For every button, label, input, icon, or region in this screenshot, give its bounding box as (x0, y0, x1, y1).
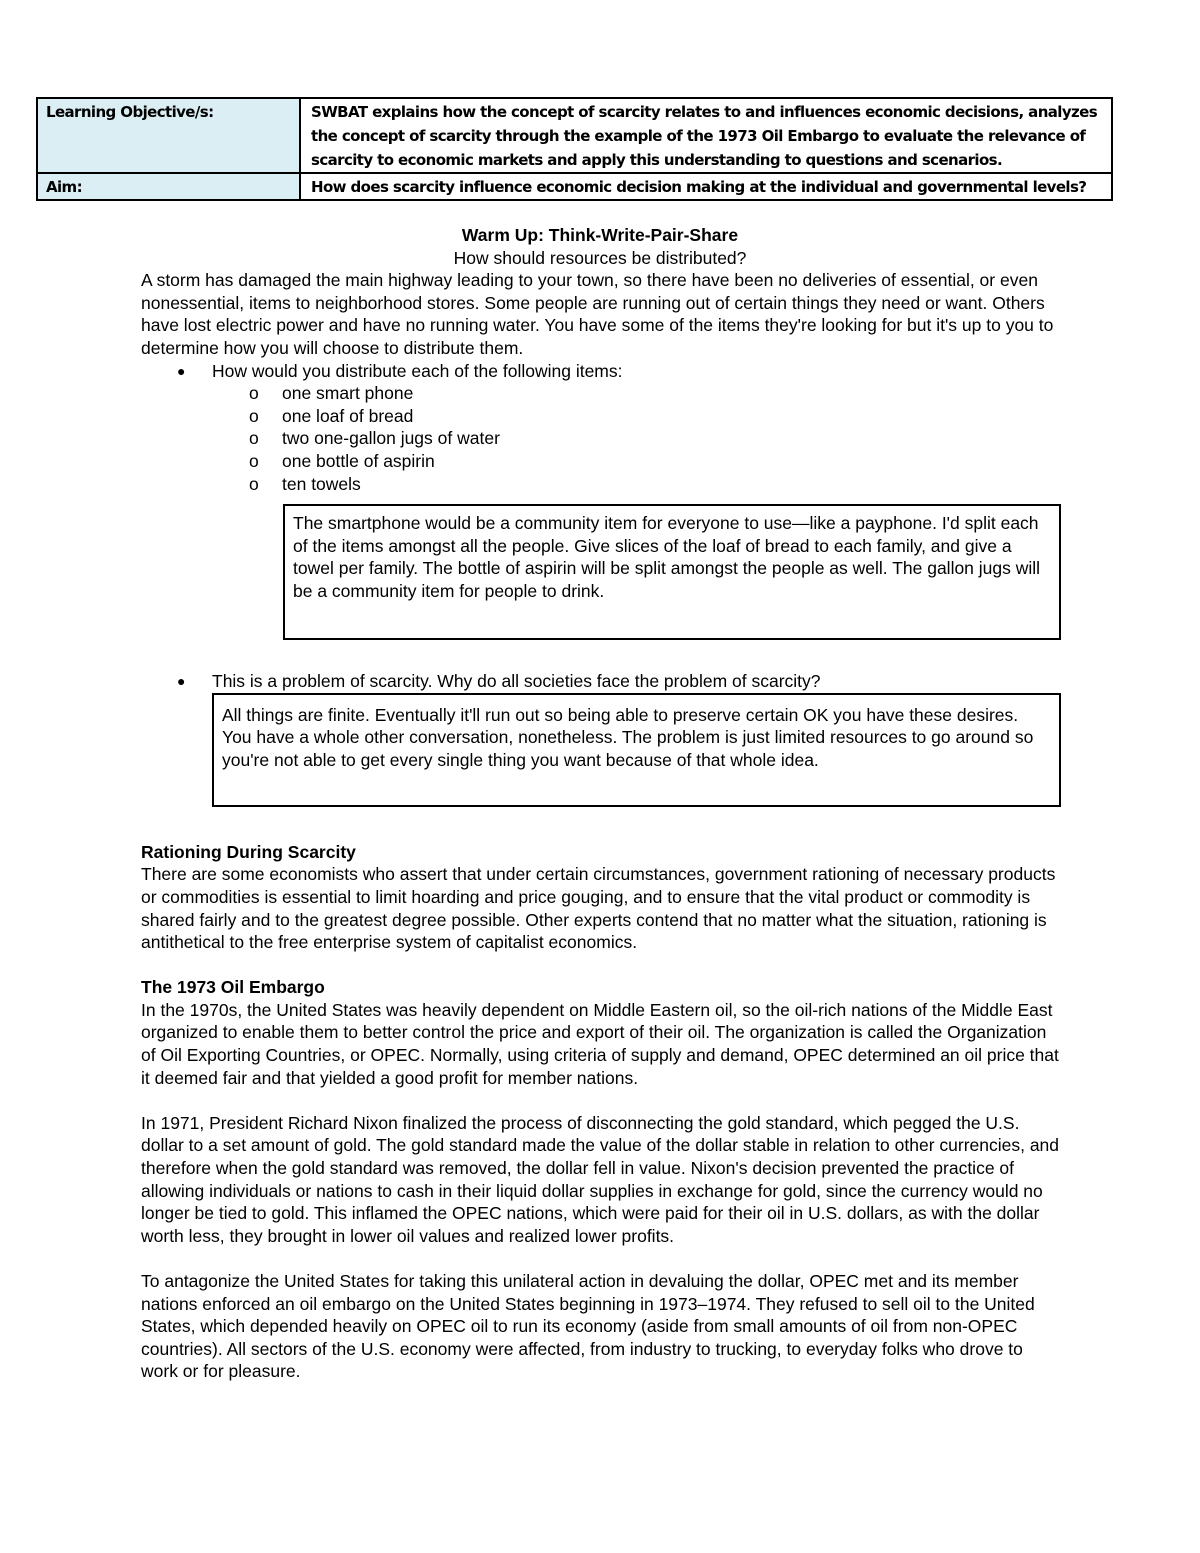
answer-1-text: The smartphone would be a community item for everyone to use—like a payphone. I'd split each of the items amongst all the people. Give slices of the loaf of bread to each family, and give a towel per family. The bottle of aspirin will be split amongst the people as well. The gallon jugs will be a community item for people to drink. (293, 513, 1041, 601)
list-item (141, 382, 1061, 405)
embargo-paragraph-1: In the 1970s, the United States was heavily dependent on Middle Eastern oil, so the oil-rich nations of the Middle East organized to enable them to better control the price and export of their oil. The organization is called the Organization of Oil Exporting Countries, or OPEC. Normally, using criteria of supply and demand, OPEC determined an oil price that it deemed fair and that yielded a good profit for member nations. (141, 999, 1059, 1088)
objective-text: SWBAT explains how the concept of scarcity relates to and influences economic decisions, analyzes the concept of scarcity through the example of the 1973 Oil Embargo to evaluate the relevance of scarcity to economic markets and apply this understanding to questions and scenarios. (311, 103, 1098, 169)
items-list (141, 382, 1061, 495)
list-item-text: two one-gallon jugs of water (282, 428, 500, 449)
list-item (141, 450, 1061, 473)
aim-label: Aim: (46, 178, 82, 196)
list-item-text: one loaf of bread (282, 405, 414, 426)
answer-2-text: All things are finite. Eventually it'll run out so being able to preserve certain OK you have these desires. You have a whole other conversation, nonetheless. The problem is just limited resources to go around so you're not able to get every single thing you want because of that whole idea. (222, 704, 1034, 770)
sub-bullet-icon: o (249, 405, 259, 426)
question-1-text: How would you distribute each of the following items: (212, 360, 623, 381)
sub-bullet-icon: o (249, 473, 259, 494)
sub-bullet-icon: o (249, 428, 259, 449)
embargo-paragraph-2: In 1971, President Richard Nixon finalized the process of disconnecting the gold standard, which pegged the U.S. dollar to a set amount of gold. The gold standard made the value of the dollar stable in relation to other currencies, and therefore when the gold standard was removed, the dollar fell in value. Nixon's decision prevented the practice of allowing individuals or nations to cash in their liquid dollar supplies in exchange for gold, since the currency would no longer be tied to gold. This inflamed the OPEC nations, which were paid for their oil in U.S. dollars, as with the dollar worth less, they brought in lower oil values and realized lower profits. (141, 1112, 1060, 1246)
objective-label-cell (37, 98, 300, 173)
answer-box-2[interactable] (212, 693, 1061, 807)
question-2-text: This is a problem of scarcity. Why do all societies face the problem of scarcity? (212, 671, 821, 692)
list-item (141, 405, 1061, 428)
objective-table (36, 97, 1113, 201)
bullet-icon: ● (177, 362, 186, 379)
rationing-body: There are some economists who assert that under certain circumstances, government rationing of necessary products or commodities is essential to limit hoarding and price gouging, and to ensure that the vital product or commodity is shared fairly and to the greatest degree possible. Other experts contend that no matter what the situation, rationing is antithetical to the free enterprise system of capitalist economics. (141, 864, 1056, 953)
aim-text: How does scarcity influence economic decision making at the individual and governmental levels? (311, 178, 1087, 196)
list-item (141, 473, 1061, 496)
warmup-intro: A storm has damaged the main highway leading to your town, so there have been no deliveries of essential, or even nonessential, items to neighborhood stores. Some people are running out of certain things they need or want. Others have lost electric power and have no running water. You have some of the items they're looking for but it's up to you to determine how you will choose to distribute them. (141, 270, 1054, 358)
aim-label-cell (37, 173, 300, 200)
embargo-heading: The 1973 Oil Embargo (141, 977, 325, 998)
embargo-paragraph-3: To antagonize the United States for taking this unilateral action in devaluing the dollar, OPEC met and its member nations enforced an oil embargo on the United States beginning in 1973–1974. They refused to sell oil to the United States, which depended heavily on OPEC oil to run its economy (aside from small amounts of oil from non-OPEC countries). All sectors of the U.S. economy were affected, from industry to trucking, to everyday folks who drove to work or for pleasure. (141, 1271, 1035, 1382)
bullet-icon: ● (177, 673, 186, 690)
list-item (141, 427, 1061, 450)
aim-value-cell (300, 173, 1112, 200)
document-body (141, 224, 1061, 1383)
warmup-title: Warm Up: Think-Write-Pair-Share (461, 225, 739, 245)
objective-label: Learning Objective/s: (46, 103, 214, 121)
rationing-heading: Rationing During Scarcity (141, 841, 356, 862)
answer-box-1[interactable] (283, 504, 1061, 640)
list-item-text: ten towels (282, 473, 361, 494)
sub-bullet-icon: o (249, 450, 259, 471)
sub-bullet-icon: o (249, 383, 259, 404)
warmup-subtitle: How should resources be distributed? (453, 247, 747, 268)
list-item-text: one smart phone (282, 383, 414, 404)
question-2 (141, 670, 1061, 693)
objective-value-cell (300, 98, 1112, 173)
list-item-text: one bottle of aspirin (282, 450, 435, 471)
question-1 (141, 360, 1061, 383)
